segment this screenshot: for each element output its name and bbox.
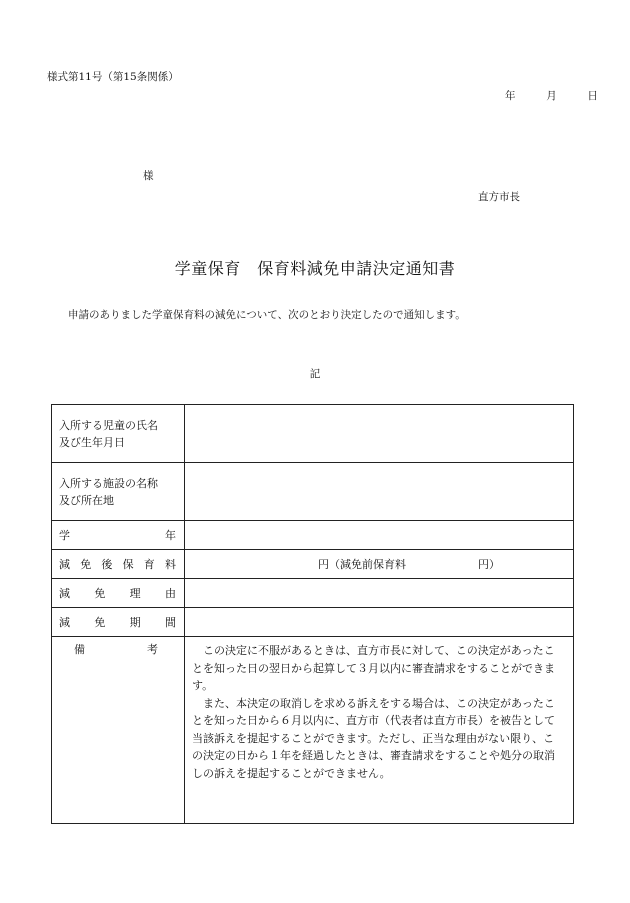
form-number: 様式第11号（第15条関係）: [47, 71, 179, 83]
note-label-char: 考: [147, 643, 158, 656]
period-label-char: 減: [59, 616, 70, 629]
note-paragraph-2: また、本決定の取消しを求める訴えをする場合は、この決定があったことを知った日から６月以内に、直方市（代表者は直方市長）を被告として当該訴えを提起することができます。ただし、正当な理由がない限り、この決定の日から１年を経過したときは、審査請求をすることや処分の取消しの訴えを提起することができません。: [192, 696, 555, 780]
date-year: 年: [505, 90, 516, 102]
period-label-char: 免: [94, 616, 106, 629]
note-label-char: 備: [74, 643, 85, 656]
reason-value-cell: [185, 579, 574, 608]
fee-label-char: 育: [143, 558, 155, 571]
decision-table: [51, 404, 574, 824]
child-label-line2: 及び生年月日: [59, 435, 125, 449]
table-row: [52, 550, 574, 579]
grade-label-char: 年: [165, 529, 176, 542]
fee-label-char: 免: [80, 558, 92, 571]
period-label-char: 間: [164, 616, 176, 629]
child-label-line1: 入所する児童の氏名: [59, 418, 158, 432]
fee-value-prefix: 円（減免前保育料: [318, 558, 406, 571]
grade-label: [52, 521, 185, 550]
note-paragraph-1: この決定に不服があるときは、直方市長に対して、この決定があったことを知った日の翌日から起算して３月以内に審査請求をすることができます。: [192, 644, 555, 692]
ki-heading: 記: [309, 368, 321, 380]
fee-value-suffix: 円）: [478, 558, 500, 571]
fee-label-char: 料: [164, 558, 176, 571]
table-row: [52, 463, 574, 521]
fee-label: [52, 550, 185, 579]
facility-label-line2: 及び所在地: [59, 493, 114, 507]
period-value-cell: [185, 608, 574, 637]
facility-label-line1: 入所する施設の名称: [59, 476, 158, 490]
facility-label: [52, 463, 185, 521]
issuer: 直方市長: [478, 191, 520, 203]
recipient-suffix: 様: [143, 170, 154, 182]
intro-text: 申請のありました学童保育料の減免について、次のとおり決定したので通知します。: [68, 309, 466, 321]
note-label: [52, 637, 185, 824]
grade-value-cell: [185, 521, 574, 550]
grade-label-char: 学: [59, 529, 70, 542]
fee-label-char: 後: [101, 558, 113, 571]
note-text-cell: [185, 637, 574, 824]
facility-value-cell: [185, 463, 574, 521]
date-month: 月: [546, 90, 557, 102]
date-day: 日: [587, 90, 598, 102]
child-label: [52, 405, 185, 463]
reason-label-char: 理: [129, 587, 141, 600]
table-row: [52, 405, 574, 463]
table-row: [52, 521, 574, 550]
reason-label-char: 由: [164, 587, 176, 600]
fee-label-char: 減: [59, 558, 70, 571]
table-row: [52, 608, 574, 637]
reason-label: [52, 579, 185, 608]
document-title: 学童保育 保育料減免申請決定通知書: [174, 259, 456, 278]
reason-label-char: 減: [59, 587, 70, 600]
child-value-cell: [185, 405, 574, 463]
fee-value-cell: [185, 550, 574, 579]
table-row: [52, 637, 574, 824]
reason-label-char: 免: [94, 587, 106, 600]
period-label: [52, 608, 185, 637]
date-line: [505, 88, 598, 103]
table-row: [52, 579, 574, 608]
fee-label-char: 保: [122, 558, 134, 571]
period-label-char: 期: [129, 616, 141, 629]
